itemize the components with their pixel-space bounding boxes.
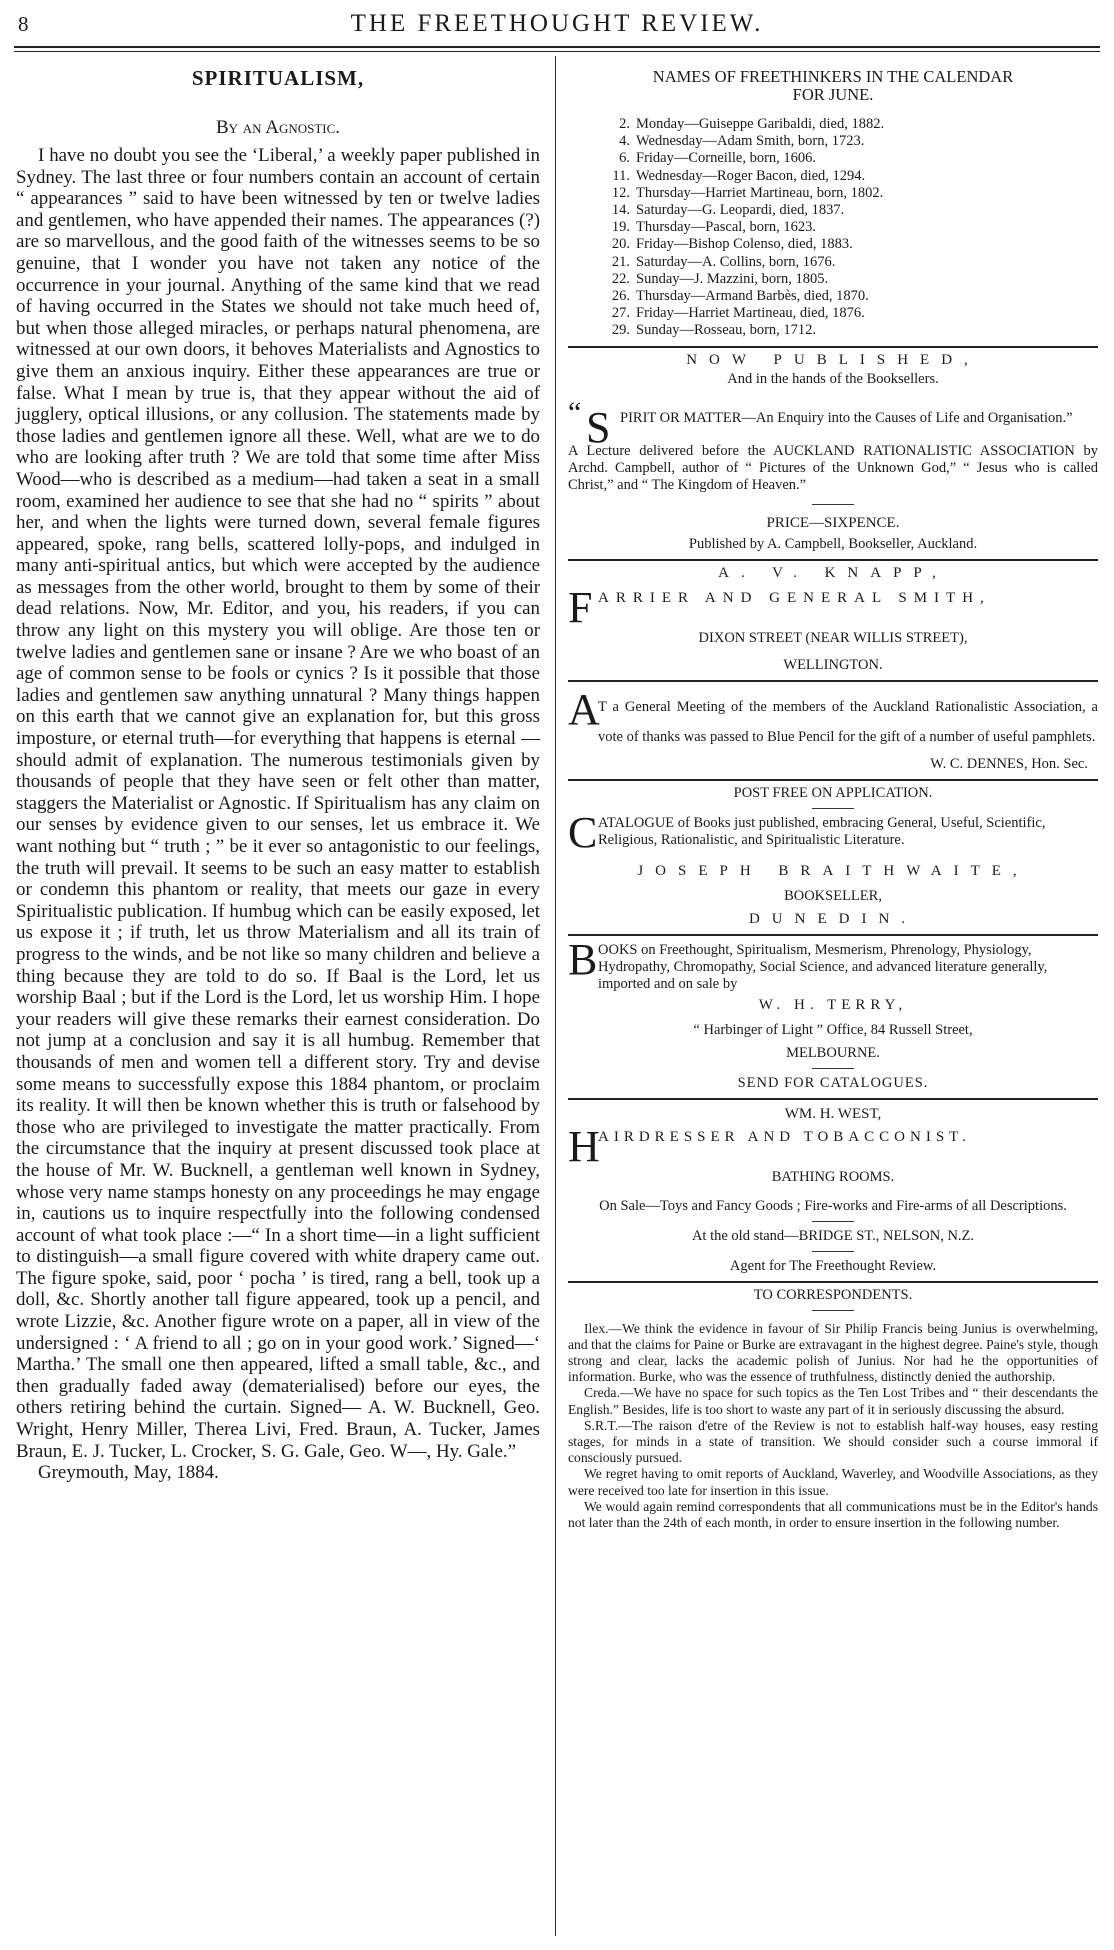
correspondent-note: S.R.T.—The raison d'etre of the Review is not to establish half-way houses, easy resting stages, for minds in a state of transition. We should consider such a course immoral if consciously pursued. xyxy=(568,1417,1098,1466)
ad-stand: At the old stand—BRIDGE ST., NELSON, N.Z. xyxy=(691,1227,975,1244)
calendar-title-2: FOR JUNE. xyxy=(792,85,874,104)
ad-city: DUNEDIN. xyxy=(748,910,918,927)
list-item: 29. Sunday—Rosseau, born, 1712. xyxy=(611,322,817,339)
header-rule xyxy=(14,46,1100,48)
page-header xyxy=(14,6,1100,44)
list-item: 4. Wednesday—Adam Smith, born, 1723. xyxy=(619,133,865,150)
short-rule xyxy=(812,1221,854,1222)
article-body: I have no doubt you see the ‘Liberal,’ a weekly paper published in Sydney. The last three or four numbers contain an account of certain “ appearances ” said to have been witnessed by ten or twelve ladies and gentlemen, who have appended their names. The appearances (?) are so marvellous, and the good faith of the witnesses seems to be so genuine, that I wonder you have not taken any notice of the occurrence in your journal. Anything of the same kind that we read of having occurred in the States we should not take much heed of, but when those alleged miracles, or perhaps natural phenomena, are witnessed at our own doors, it behoves Materialists and Agnostics to give them an anxious inquiry. Either these appearances are true or false. What I mean by true is, that they appear without the aid of jugglery, optical illusions, or any collusion. The statements made by those ladies and gentlemen ignore all these. Well, what are we to do who are looking after truth ? We are told that some time after Miss Wood—who is described as a medium—had taken a seat in a small room, examined her audience to see that she had no “ spirits ” about her, and when the lights were turned down, several female figures appeared, spoke, rang bells, scattered lolly-pops, and indulged in many anti-spiritual antics, but which were accepted by the audience as messages from the other world, brought to them by some of their dead relations. Now, Mr. Editor, and you, his readers, if you can throw any light on this mystery you will oblige. Are those ten or twelve ladies and gentlemen sane or insane ? Are we who boast of an age of common sense to be fools or cynics ? Is it possible that those ladies and gentlemen saw anything unnatural ? Many things happen on this earth that we cannot give an explanation for, but this gross imposture, or eternal truth—for everything that happens is eternal —should admit of explanation. The numerous testimonials given by thousands of people that they have seen or felt other than matter, staggers the Materialist or Agnostic. If Spiritualism has any claim on our senses by evidence given to our senses, let us embrace it. We want nothing but “ truth ; ” be it ever so antagonistic to our feelings, the truth will prevail. It seems to be such an easy matter to establish or condemn this phantom or reality, that meets our gaze in every Spiritualistic publication. If humbug which can be easily exposed, let us expose it ; if truth, let us throw Materialism and all its train of progress to the winds, and be not like so many children and believe a thing because they are told to do so. If Baal is the Lord, let us worship Baal ; but if the Lord is the Lord, let us worship Him. I hope your readers will give these remarks their earnest consideration. Do not jump at a conclusion and say it is all humbug. Remember that thousands of men and women tell a different story. Try and devise some means to successfully expose this 1884 phantom, or proclaim its reality. It will then be known whether this is truth or falsehood by those who are privileged to investigate the matter practically. From the circumstance that the inquiry at present discussed took place at the house of Mr. W. Bucknell, a gentleman well known in Sydney, whose very name stamps honesty on any proceedings he may engage in, cautions us to inquire respectfully into the following condensed account of what took place :—“ In a short time—in a light sufficient to distinguish—a small figure covered with white drapery came out. The figure spoke, said, poor ‘ pocha ’ is tired, rang a bell, took up a doll, &c. Shortly another tall figure appeared, took up a pencil, and wrote Lizzie, &c. Another figure wrote on a paper, all in view of the undersigned : ‘ A friend to all ; go on in your good work.’ Signed—‘ Martha.’ The small one then appeared, lifted a small table, &c., and then gradually faded away (dematerialised) before our eyes, the others retiring behind the curtain. Signed— A. W. Bucknell, Geo. Wright, Henry Miller, Therea Livi, Fred. Braun, A. Tucker, James Braun, E. J. Tucker, L. Crocker, S. G. Gale, Geo. W—, Hy. Gale.” xyxy=(16,145,540,1462)
ad-name: JOSEPH BRAITHWAITE, xyxy=(637,862,1029,879)
correspondent-note: We regret having to omit reports of Auckland, Waverley, and Woodville Associations, as they were received too late for insertion in this issue. xyxy=(568,1466,1098,1498)
list-item: 27. Friday—Harriet Martineau, died, 1876. xyxy=(611,305,865,322)
list-item: 11. Wednesday—Roger Bacon, died, 1294. xyxy=(612,167,866,184)
short-rule xyxy=(812,808,854,809)
short-rule xyxy=(812,1251,854,1252)
ad-catalogue-text: C ATALOGUE of Books just published, embracing General, Useful, Scientific, Religious, Rationalistic, and Spiritualistic Literature. xyxy=(568,807,1046,857)
ad-description: A Lecture delivered before the AUCKLAND RATIONALISTIC ASSOCIATION by Archd. Campbell, author of “ Pictures of the Unknown God,” “ Jesus who is called Christ,” and “ The Kingdom of Heaven.” xyxy=(568,442,1098,493)
dropcap: S xyxy=(586,402,611,452)
short-rule xyxy=(812,1068,854,1069)
correspondents-heading: TO CORRESPONDENTS. xyxy=(753,1286,913,1303)
ad-heading: NOW PUBLISHED, xyxy=(686,351,980,368)
ad-terry xyxy=(568,936,1098,1092)
correspondent-note: Ilex.—We think the evidence in favour of Sir Philip Francis being Junius is overwhelming, and that the claims for Paine or Burke are extravagant in the highest degree. Paine's style, though strong and clear, lacks the academic polish of Junius. Nor had he the opportunities of information. Burke, who was the essence of truthfulness, distinctly denied the authorship. xyxy=(568,1320,1098,1385)
ad-office: “ Harbinger of Light ” Office, 84 Russell Street, xyxy=(693,1021,973,1038)
ad-send-catalogues: SEND FOR CATALOGUES. xyxy=(737,1074,929,1091)
masthead: THE FREETHOUGHT REVIEW. xyxy=(350,10,764,37)
ad-trade: F ARRIER AND GENERAL SMITH, xyxy=(568,582,991,632)
dropcap: B xyxy=(568,934,598,984)
ad-name: W. H. TERRY, xyxy=(758,996,908,1013)
ad-trade: H AIRDRESSER AND TOBACCONIST. xyxy=(568,1121,971,1171)
dropcap: H xyxy=(568,1121,600,1171)
ad-title: “ S PIRIT OR MATTER—An Enquiry into the Causes of Life and Organisation.” xyxy=(568,395,1073,452)
calendar-section xyxy=(568,68,1098,340)
ad-city: WELLINGTON. xyxy=(783,656,883,673)
calendar-title: NAMES OF FREETHINKERS IN THE CALENDAR xyxy=(652,67,1014,86)
article-title: SPIRITUALISM, xyxy=(191,66,365,90)
correspondent-note: Creda.—We have no space for such topics as the Ten Lost Tribes and “ their descendants the English.” Besides, life is too short to waste any part of it in seriously discussing the absurd. xyxy=(568,1385,1098,1417)
article-signoff: Greymouth, May, 1884. xyxy=(38,1462,219,1484)
ad-subheading: And in the hands of the Booksellers. xyxy=(727,370,939,387)
correspondents-section xyxy=(568,1283,1098,1532)
column-divider xyxy=(555,56,556,1936)
ad-agent: Agent for The Freethought Review. xyxy=(729,1257,937,1274)
notice-meeting xyxy=(568,682,1098,773)
list-item: 2. Monday—Guiseppe Garibaldi, died, 1882. xyxy=(619,116,885,132)
ad-knapp xyxy=(568,561,1098,674)
dropcap: F xyxy=(568,582,593,632)
short-rule xyxy=(812,504,854,505)
page-number: 8 xyxy=(18,12,29,36)
dropcap: A xyxy=(568,684,600,734)
ad-books-text: B OOKS on Freethought, Spiritualism, Mesmerism, Phrenology, Physiology, Hydropathy, Chromopathy, Social Science, and advanced literature generally, imported and on sale by xyxy=(568,934,1048,992)
right-column xyxy=(568,68,1098,1531)
header-rule-thin xyxy=(14,51,1100,52)
ad-city: MELBOURNE. xyxy=(786,1044,880,1061)
ad-braithwaite xyxy=(568,781,1098,928)
ad-trade: BOOKSELLER, xyxy=(784,887,882,904)
article-byline: By an Agnostic. xyxy=(215,117,341,138)
notice-signed: W. C. DENNES, Hon. Sec. xyxy=(930,755,1088,772)
ad-name: WM. H. WEST, xyxy=(784,1105,882,1122)
dropcap: C xyxy=(568,807,598,857)
ad-sale: On Sale—Toys and Fancy Goods ; Fire-works and Fire-arms of all Descriptions. xyxy=(599,1197,1067,1214)
list-item: 6. Friday—Corneille, born, 1606. xyxy=(619,150,817,167)
list-item: 19. Thursday—Pascal, born, 1623. xyxy=(611,219,817,236)
list-item: 12. Thursday—Harriet Martineau, born, 1802. xyxy=(611,184,884,201)
list-item: 21. Saturday—A. Collins, born, 1676. xyxy=(611,253,836,270)
ad-name: A. V. KNAPP, xyxy=(718,564,948,581)
correspondent-note: We would again remind correspondents that all communications must be in the Editor's hands not later than the 24th of each month, in order to ensure insertion in the following number. xyxy=(568,1498,1098,1531)
list-item: 14. Saturday—G. Leopardi, died, 1837. xyxy=(611,202,845,219)
short-rule xyxy=(812,1310,854,1311)
list-item: 26. Thursday—Armand Barbès, died, 1870. xyxy=(611,288,869,305)
notice-text: A T a General Meeting of the members of the Auckland Rationalistic Association, a vote of thanks was passed to Blue Pencil for the gift of a number of useful pamphlets. xyxy=(568,684,1098,745)
list-item: 20. Friday—Bishop Colenso, died, 1883. xyxy=(611,236,853,253)
ad-west xyxy=(568,1100,1098,1275)
ad-rooms: BATHING ROOMS. xyxy=(771,1168,895,1185)
ad-heading: POST FREE ON APPLICATION. xyxy=(733,784,933,801)
ad-publisher: Published by A. Campbell, Bookseller, Auckland. xyxy=(688,535,978,552)
list-item: 22. Sunday—J. Mazzini, born, 1805. xyxy=(611,270,829,287)
ad-spirit-or-matter xyxy=(568,348,1098,553)
calendar-list xyxy=(568,116,1098,340)
article-column xyxy=(16,66,540,1484)
ad-address: DIXON STREET (NEAR WILLIS STREET), xyxy=(698,629,968,646)
ad-price: PRICE—SIXPENCE. xyxy=(766,514,900,531)
